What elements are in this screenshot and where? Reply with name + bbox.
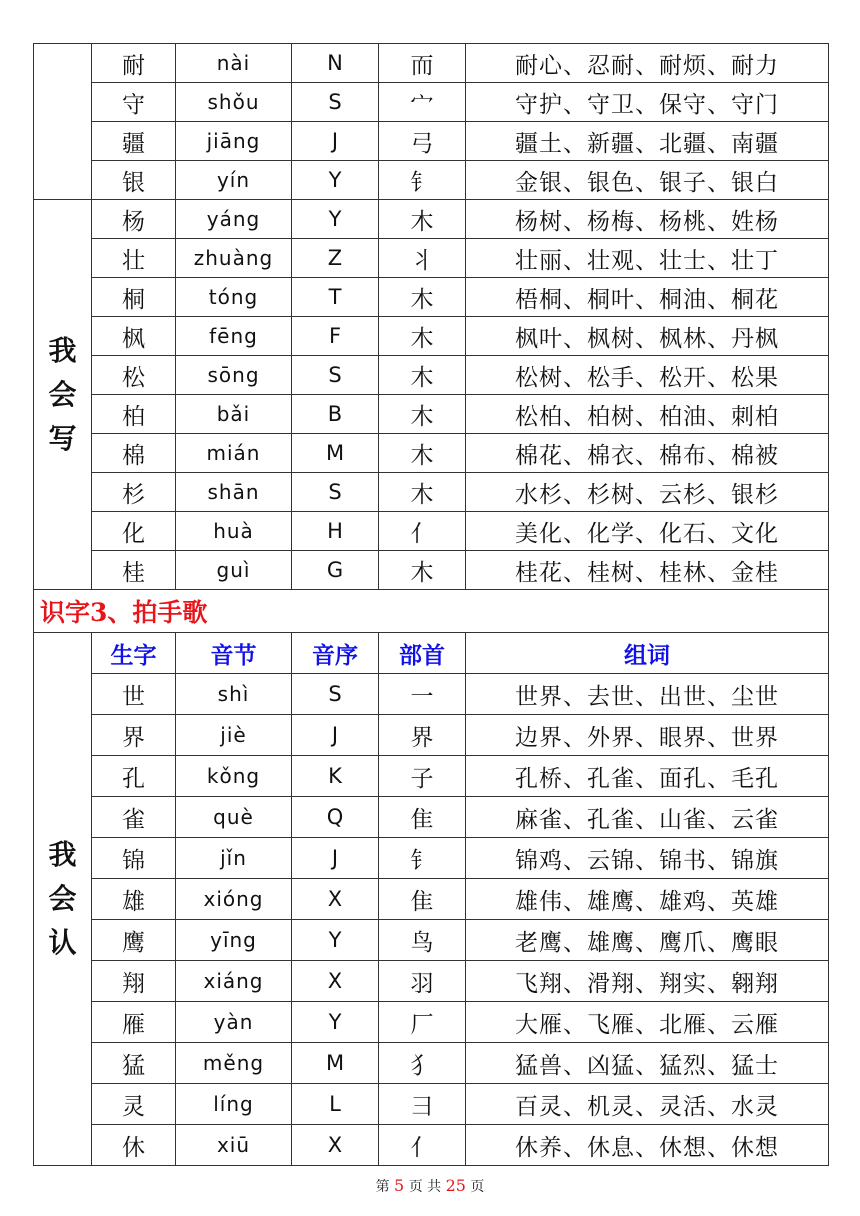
pinyin-cell: shì (176, 674, 292, 715)
radical-cell: 界 (379, 715, 466, 756)
table-row (34, 395, 829, 434)
table-row (34, 161, 829, 200)
pinyin-cell: bǎi (176, 395, 292, 434)
table-row (34, 920, 829, 961)
character-cell: 雁 (92, 1002, 176, 1043)
pinyin-cell: què (176, 797, 292, 838)
table-row (34, 356, 829, 395)
initial-letter-cell: Y (292, 1002, 379, 1043)
word-group-cell: 边界、外界、眼界、世界 (466, 715, 829, 756)
section-label-char: 写 (48, 421, 77, 455)
table-row (34, 879, 829, 920)
word-group-cell: 守护、守卫、保守、守门 (466, 83, 829, 122)
column-header-words: 组词 (466, 633, 829, 674)
character-cell: 休 (92, 1125, 176, 1166)
section-label-char: 认 (48, 926, 77, 959)
pinyin-cell: fēng (176, 317, 292, 356)
word-group-cell: 休养、休息、休想、休想 (466, 1125, 829, 1166)
character-cell: 杨 (92, 200, 176, 239)
character-cell: 雀 (92, 797, 176, 838)
pinyin-cell: sōng (176, 356, 292, 395)
initial-letter-cell: F (292, 317, 379, 356)
word-group-cell: 百灵、机灵、灵活、水灵 (466, 1084, 829, 1125)
pinyin-cell: yín (176, 161, 292, 200)
table-row (34, 674, 829, 715)
radical-cell: 羽 (379, 961, 466, 1002)
current-page-number: 5 (394, 1176, 405, 1195)
initial-letter-cell: Y (292, 200, 379, 239)
radical-cell: 子 (379, 756, 466, 797)
radical-cell: 木 (379, 200, 466, 239)
radical-cell: 钅 (379, 838, 466, 879)
initial-letter-cell: Y (292, 161, 379, 200)
radical-cell: 鸟 (379, 920, 466, 961)
initial-letter-cell: Q (292, 797, 379, 838)
table-row (34, 83, 829, 122)
radical-cell: 亻 (379, 1125, 466, 1166)
table-row (34, 1002, 829, 1043)
section-label-char: 会 (48, 377, 77, 411)
initial-letter-cell: X (292, 961, 379, 1002)
footer-prefix: 第 (375, 1179, 390, 1195)
word-group-cell: 桂花、桂树、桂林、金桂 (466, 551, 829, 590)
pinyin-cell: kǒng (176, 756, 292, 797)
word-group-cell: 疆土、新疆、北疆、南疆 (466, 122, 829, 161)
radical-cell: 厂 (379, 1002, 466, 1043)
character-cell: 耐 (92, 44, 176, 83)
pinyin-cell: yàn (176, 1002, 292, 1043)
pinyin-cell: jiāng (176, 122, 292, 161)
word-group-cell: 老鹰、雄鹰、鹰爪、鹰眼 (466, 920, 829, 961)
pinyin-cell: mián (176, 434, 292, 473)
table-row (34, 200, 829, 239)
initial-letter-cell: M (292, 1043, 379, 1084)
table-row (34, 434, 829, 473)
vocabulary-table (33, 43, 829, 1166)
character-cell: 界 (92, 715, 176, 756)
initial-letter-cell: S (292, 473, 379, 512)
lesson-title: 识字3、拍手歌 (34, 590, 829, 633)
pinyin-cell: jǐn (176, 838, 292, 879)
table-row (34, 512, 829, 551)
radical-cell: 弓 (379, 122, 466, 161)
word-group-cell: 耐心、忍耐、耐烦、耐力 (466, 44, 829, 83)
word-group-cell: 大雁、飞雁、北雁、云雁 (466, 1002, 829, 1043)
pinyin-cell: yīng (176, 920, 292, 961)
word-group-cell: 棉花、棉衣、棉布、棉被 (466, 434, 829, 473)
word-group-cell: 猛兽、凶猛、猛烈、猛士 (466, 1043, 829, 1084)
character-cell: 化 (92, 512, 176, 551)
initial-letter-cell: S (292, 83, 379, 122)
initial-letter-cell: H (292, 512, 379, 551)
initial-letter-cell: M (292, 434, 379, 473)
character-cell: 桐 (92, 278, 176, 317)
word-group-cell: 杨树、杨梅、杨桃、姓杨 (466, 200, 829, 239)
pinyin-cell: líng (176, 1084, 292, 1125)
radical-cell: 木 (379, 356, 466, 395)
word-group-cell: 松柏、柏树、柏油、刺柏 (466, 395, 829, 434)
character-cell: 孔 (92, 756, 176, 797)
word-group-cell: 松树、松手、松开、松果 (466, 356, 829, 395)
word-group-cell: 麻雀、孔雀、山雀、云雀 (466, 797, 829, 838)
table-row (34, 715, 829, 756)
radical-cell: 而 (379, 44, 466, 83)
pinyin-cell: nài (176, 44, 292, 83)
column-header-char: 生字 (92, 633, 176, 674)
table-row (34, 797, 829, 838)
pinyin-cell: zhuàng (176, 239, 292, 278)
table-row (34, 122, 829, 161)
section-label-write (34, 200, 92, 590)
column-header-radical: 部首 (379, 633, 466, 674)
pinyin-cell: měng (176, 1043, 292, 1084)
radical-cell: 隹 (379, 797, 466, 838)
initial-letter-cell: X (292, 1125, 379, 1166)
initial-letter-cell: L (292, 1084, 379, 1125)
character-cell: 守 (92, 83, 176, 122)
table-row (34, 961, 829, 1002)
pinyin-cell: yáng (176, 200, 292, 239)
section-label-recognize (34, 633, 92, 1166)
word-group-cell: 飞翔、滑翔、翔实、翱翔 (466, 961, 829, 1002)
initial-letter-cell: X (292, 879, 379, 920)
table-row (34, 317, 829, 356)
word-group-cell: 枫叶、枫树、枫林、丹枫 (466, 317, 829, 356)
radical-cell: 亻 (379, 512, 466, 551)
initial-letter-cell: J (292, 715, 379, 756)
word-group-cell: 孔桥、孔雀、面孔、毛孔 (466, 756, 829, 797)
radical-cell: 一 (379, 674, 466, 715)
pinyin-cell: guì (176, 551, 292, 590)
radical-cell: 宀 (379, 83, 466, 122)
pinyin-cell: xióng (176, 879, 292, 920)
word-group-cell: 金银、银色、银子、银白 (466, 161, 829, 200)
table-row (34, 239, 829, 278)
table-row (34, 278, 829, 317)
page-footer (0, 1176, 860, 1196)
lesson-title-row (34, 590, 829, 633)
table-row (34, 551, 829, 590)
radical-cell: 犭 (379, 1043, 466, 1084)
pinyin-cell: xiū (176, 1125, 292, 1166)
pinyin-cell: shān (176, 473, 292, 512)
table-row (34, 44, 829, 83)
initial-letter-cell: Z (292, 239, 379, 278)
table-row (34, 1043, 829, 1084)
pinyin-cell: xiáng (176, 961, 292, 1002)
table-row (34, 1084, 829, 1125)
character-cell: 银 (92, 161, 176, 200)
pinyin-cell: tóng (176, 278, 292, 317)
word-group-cell: 美化、化学、化石、文化 (466, 512, 829, 551)
character-cell: 桂 (92, 551, 176, 590)
pinyin-cell: huà (176, 512, 292, 551)
radical-cell: 钅 (379, 161, 466, 200)
character-cell: 猛 (92, 1043, 176, 1084)
character-cell: 雄 (92, 879, 176, 920)
column-header-letter: 音序 (292, 633, 379, 674)
pinyin-cell: jiè (176, 715, 292, 756)
word-group-cell: 锦鸡、云锦、锦书、锦旗 (466, 838, 829, 879)
table-row (34, 756, 829, 797)
total-page-number: 25 (445, 1176, 466, 1195)
initial-letter-cell: K (292, 756, 379, 797)
character-cell: 松 (92, 356, 176, 395)
section-label-cell (34, 44, 92, 200)
section-label-char: 会 (48, 882, 77, 915)
radical-cell: 木 (379, 473, 466, 512)
word-group-cell: 世界、去世、出世、尘世 (466, 674, 829, 715)
character-cell: 世 (92, 674, 176, 715)
character-cell: 锦 (92, 838, 176, 879)
section-label-char: 我 (48, 333, 77, 367)
radical-cell: 彐 (379, 1084, 466, 1125)
radical-cell: 木 (379, 551, 466, 590)
character-cell: 杉 (92, 473, 176, 512)
table-header-row (34, 633, 829, 674)
character-cell: 壮 (92, 239, 176, 278)
character-cell: 灵 (92, 1084, 176, 1125)
character-cell: 鹰 (92, 920, 176, 961)
radical-cell: 丬 (379, 239, 466, 278)
footer-middle: 页 共 (408, 1179, 442, 1195)
radical-cell: 木 (379, 317, 466, 356)
initial-letter-cell: N (292, 44, 379, 83)
character-cell: 棉 (92, 434, 176, 473)
radical-cell: 木 (379, 278, 466, 317)
word-group-cell: 水杉、杉树、云杉、银杉 (466, 473, 829, 512)
radical-cell: 隹 (379, 879, 466, 920)
initial-letter-cell: G (292, 551, 379, 590)
pinyin-cell: shǒu (176, 83, 292, 122)
character-cell: 疆 (92, 122, 176, 161)
table-row (34, 838, 829, 879)
word-group-cell: 壮丽、壮观、壮士、壮丁 (466, 239, 829, 278)
word-group-cell: 梧桐、桐叶、桐油、桐花 (466, 278, 829, 317)
initial-letter-cell: T (292, 278, 379, 317)
character-cell: 柏 (92, 395, 176, 434)
initial-letter-cell: S (292, 674, 379, 715)
character-cell: 翔 (92, 961, 176, 1002)
table-row (34, 1125, 829, 1166)
radical-cell: 木 (379, 395, 466, 434)
character-cell: 枫 (92, 317, 176, 356)
column-header-pinyin: 音节 (176, 633, 292, 674)
initial-letter-cell: B (292, 395, 379, 434)
initial-letter-cell: J (292, 122, 379, 161)
initial-letter-cell: S (292, 356, 379, 395)
radical-cell: 木 (379, 434, 466, 473)
initial-letter-cell: J (292, 838, 379, 879)
section-label-char: 我 (48, 838, 77, 871)
initial-letter-cell: Y (292, 920, 379, 961)
word-group-cell: 雄伟、雄鹰、雄鸡、英雄 (466, 879, 829, 920)
table-row (34, 473, 829, 512)
footer-suffix: 页 (470, 1179, 485, 1195)
